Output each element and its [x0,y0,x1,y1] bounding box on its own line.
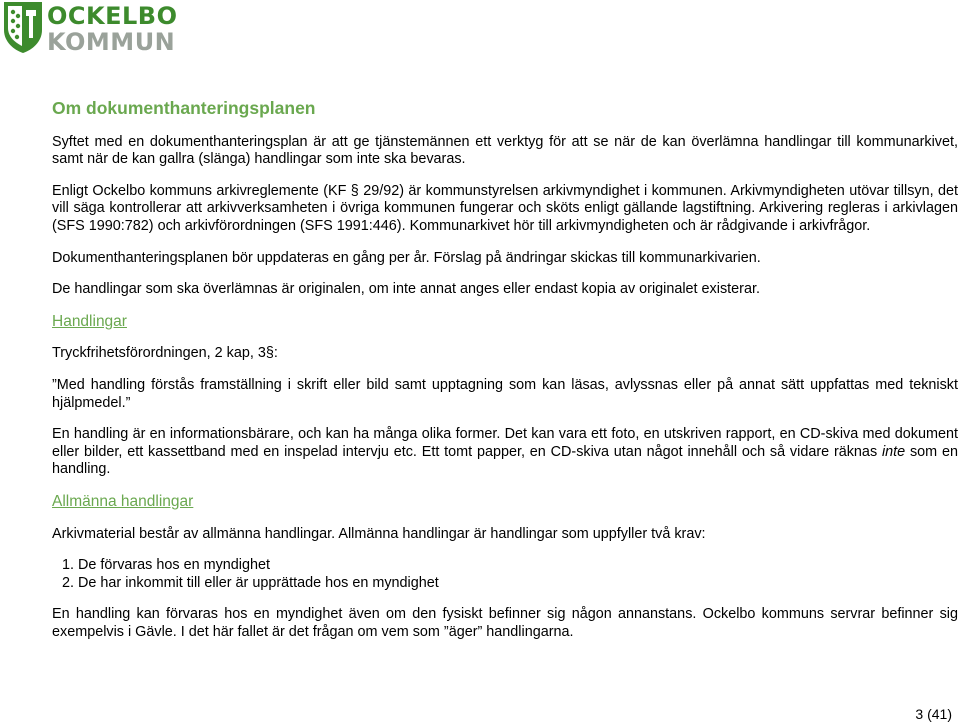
requirements-list [52,557,958,592]
paragraph-quote: ”Med handling förstås framställning i skrift eller bild samt upptagning som kan läsas, avlyssnas eller på annat sätt uppfattas med tekniskt hjälpmedel.” [52,376,958,411]
heading-handlingar: Handlingar [52,312,127,330]
p5-text-after: som en handling. [52,443,958,478]
paragraph-law-reference: Tryckfrihetsförordningen, 2 kap, 3§: [52,345,278,362]
document-body [52,100,958,655]
paragraph-originals: De handlingar som ska överlämnas är originalen, om inte annat anges eller endast kopia av originalet existerar. [52,281,760,298]
list-item: 1. De förvaras hos en myndighet [78,557,958,575]
paragraph-archive-authority: Enligt Ockelbo kommuns arkivreglemente (KF § 29/92) är kommunstyrelsen arkivmyndighet i kommunen. Arkivmyndigheten utövar tillsyn, det vill säga kontrollerar att arkivverksamheten i övriga kommunen fungerar och sköts enligt gällande lagstiftning. Arkivering regleras i arkivlagen (SFS 1990:782) och arkivförordningen (SFS 1991:446). Kommunarkivet hör till arkivmyndigheten och är rådgivande i arkivfrågor. [52,182,958,234]
paragraph-update: Dokumenthanteringsplanen bör uppdateras en gång per år. Förslag på ändringar skickas till kommunarkivarien. [52,249,761,266]
heading-allmanna-handlingar: Allmänna handlingar [52,492,194,510]
paragraph-purpose: Syftet med en dokumenthanteringsplan är att ge tjänstemännen ett verktyg för att se när de kan överlämna handlingar till kommunarkivet, samt när de kan gallra (slänga) handlingar som inte ska bevaras. [52,133,958,168]
p5-text-before: En handling är en informationsbärare, och kan ha många olika former. Det kan vara ett foto, en utskriven rapport, en CD-skiva med dokument eller bilder, ett kassettband med en inspelad intervju etc. Ett tomt papper, en CD-skiva utan något innehåll och så vidare räknas [52,426,958,460]
paragraph-storage: En handling kan förvaras hos en myndighet även om den fysiskt befinner sig någon annanstans. Ockelbo kommuns servrar befinner sig exempelvis i Gävle. I det här fallet är det frågan om vem som ”äger” handlingarna. [52,606,958,640]
coat-of-arms-icon [2,0,44,54]
page-number: 3 (41) [915,706,952,722]
p5-emphasis: inte [881,443,906,460]
paragraph-archive-material: Arkivmaterial består av allmänna handlingar. Allmänna handlingar är handlingar som uppfyller två krav: [52,525,706,542]
paragraph-information-carrier [52,426,958,479]
logo-text-kommun: KOMMUN [47,28,176,56]
list-item: 2. De har inkommit till eller är upprättade hos en myndighet [78,575,958,593]
ockelbo-kommun-logo [2,0,178,58]
logo-text-ockelbo: OCKELBO [47,2,178,30]
section-title: Om dokumenthanteringsplanen [52,98,316,118]
